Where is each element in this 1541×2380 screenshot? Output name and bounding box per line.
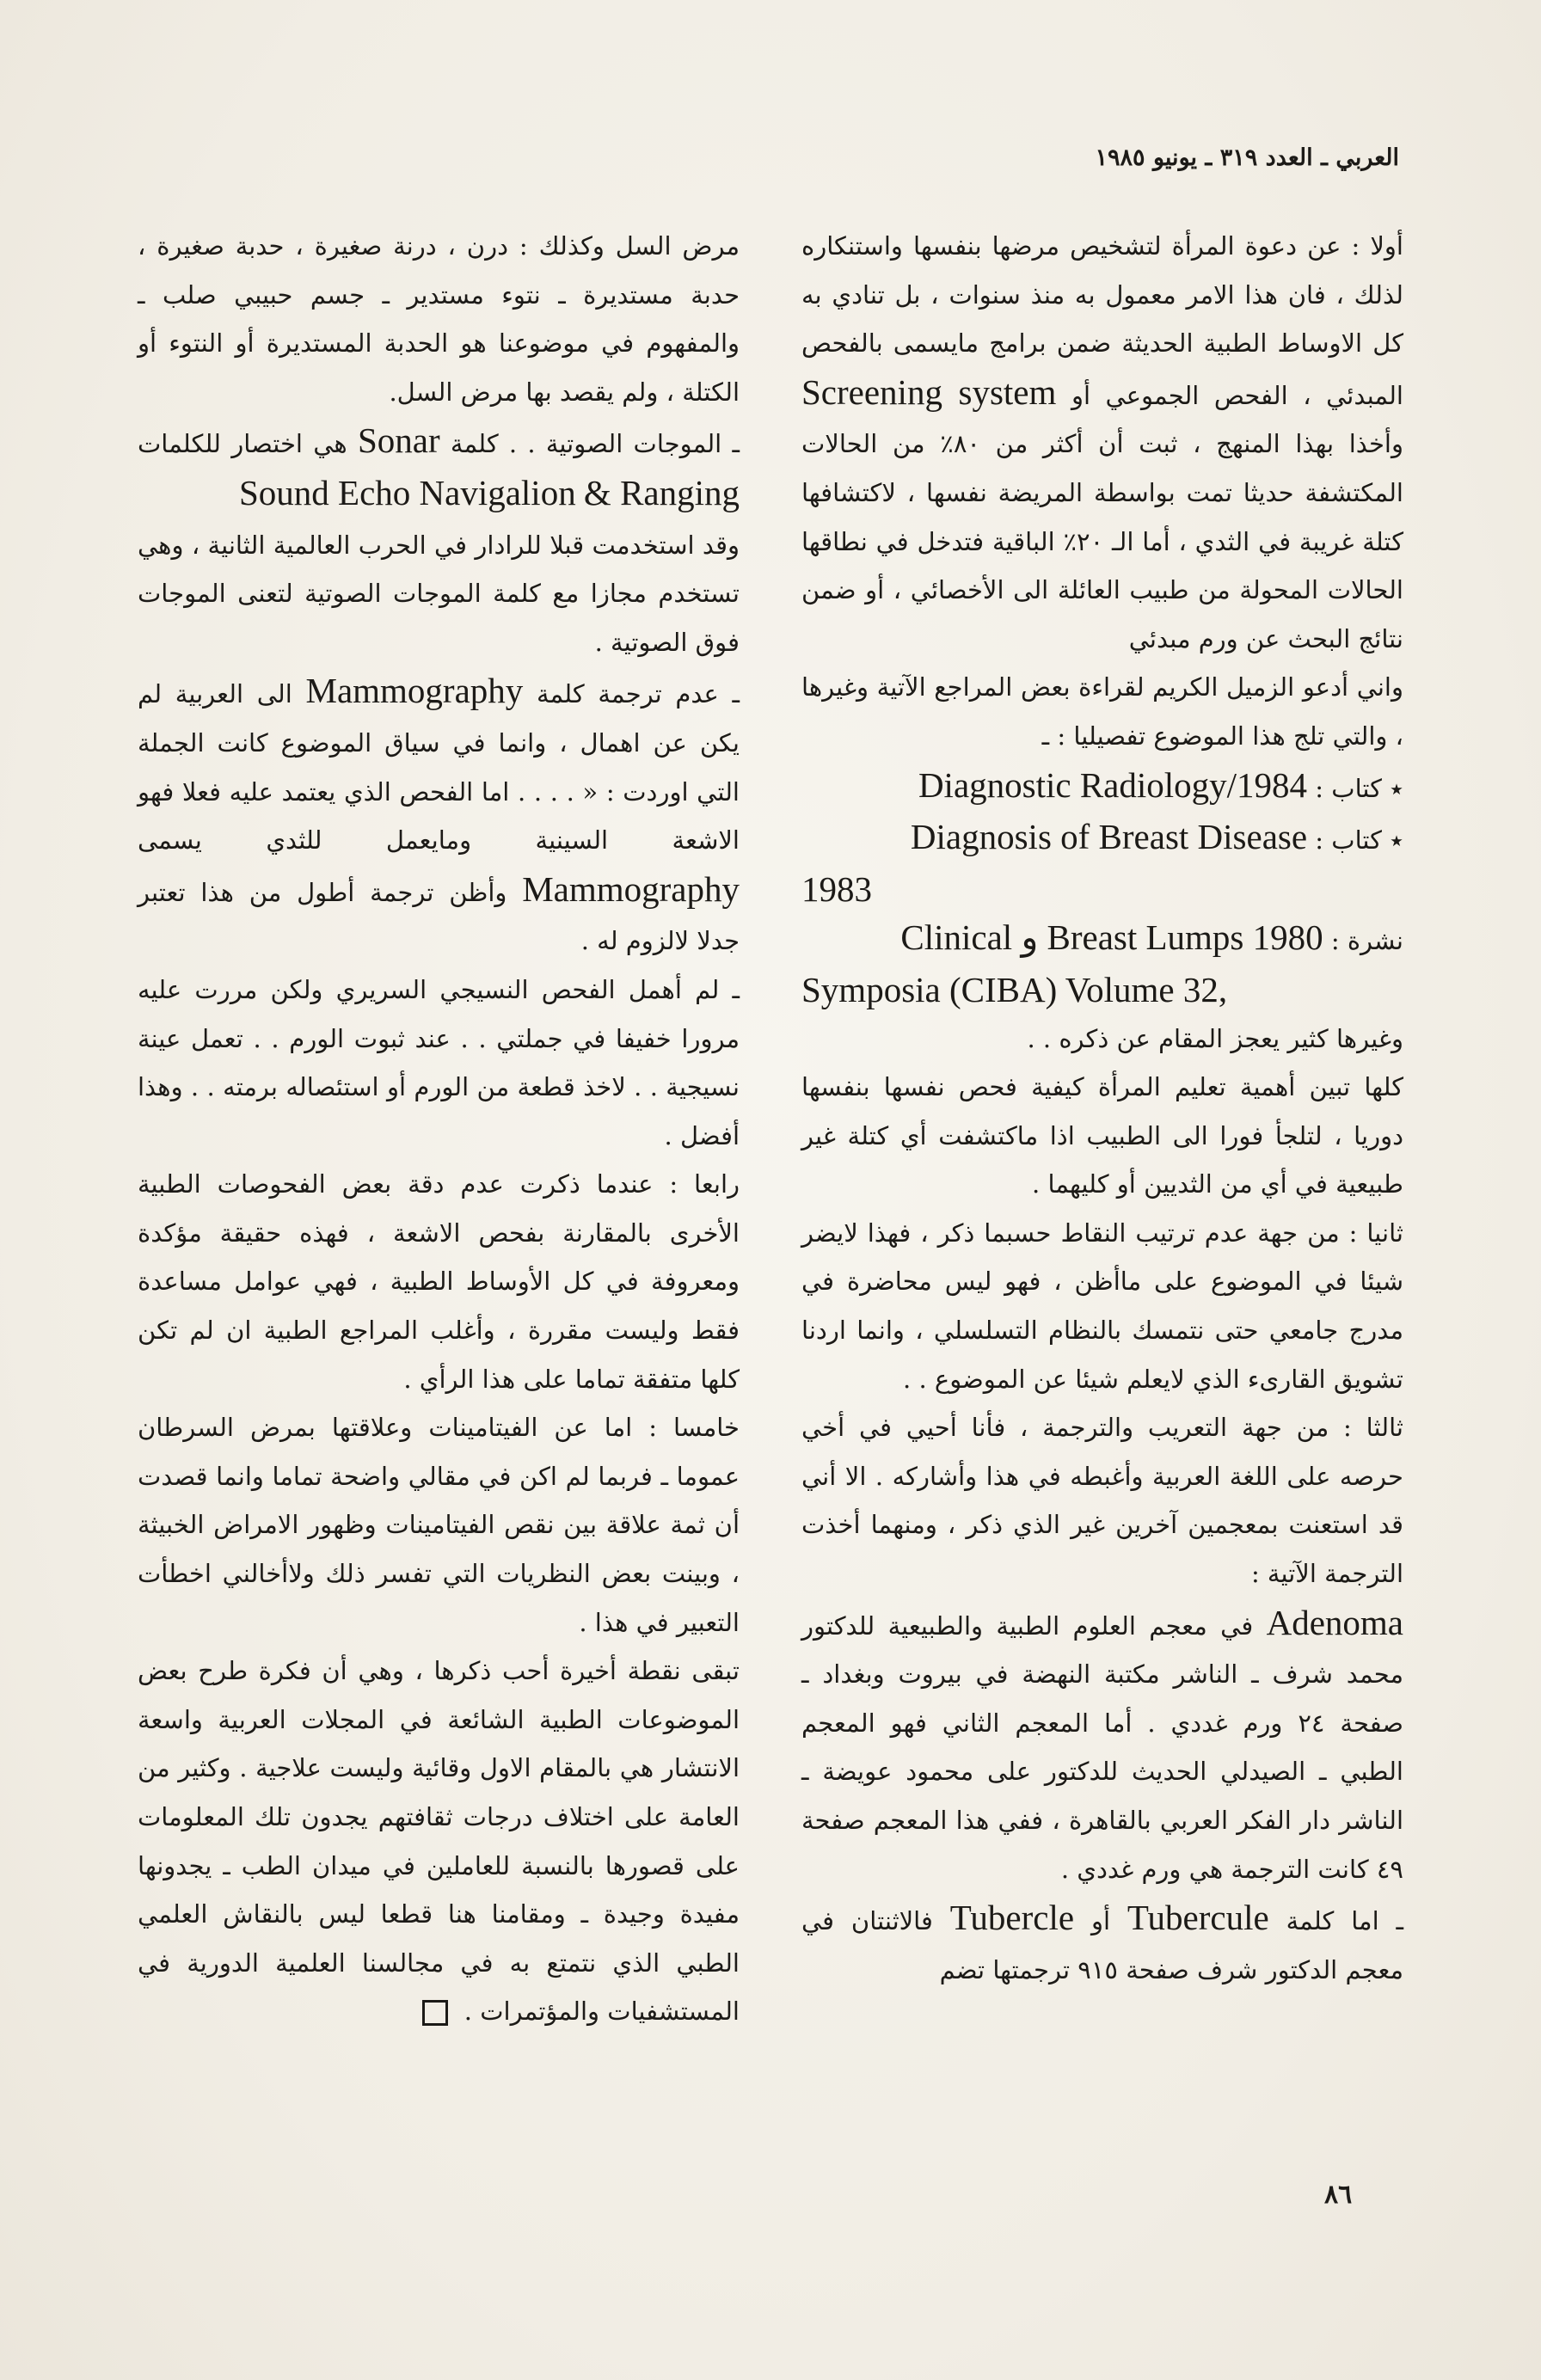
- text-sonar-b: هي اختصار للكلمات: [138, 429, 347, 459]
- text-tubercule-b: فالاثنتان في معجم الدكتور شرف صفحة ٩١٥ ترجمتها تضم: [801, 1906, 1403, 1984]
- end-of-article-square-icon: [422, 2000, 448, 2026]
- text-first-point-a: أولا : عن دعوة المرأة لتشخيص مرضها بنفسها واستنكاره لذلك ، فان هذا الامر معمول به منذ سنوات ، بل تنادي به كل الاوساط الطبية الحديثة ضمن برامج مايسمى بالفحص المبدئي ، الفحص الجموعي أو: [801, 231, 1403, 410]
- right-column: [801, 222, 1403, 1994]
- paragraph-third-point: ثالثا : من جهة التعريب والترجمة ، فأنا أحيي في أخي حرصه على اللغة العربية وأغبطه في هذا وأشاركه . الا أني قد استعنت بمعجمين آخرين غير الذي ذكر ، ومنهما أخذت الترجمة الآتية :: [801, 1413, 1403, 1589]
- latin-term-tubercle: Tubercle: [949, 1898, 1075, 1938]
- page-number: ٨٦: [1324, 2180, 1353, 2210]
- paragraph-adenoma: [801, 1598, 1403, 1894]
- paragraph-sonar: [138, 416, 740, 520]
- paragraph-references-intro: واني أدعو الزميل الكريم لقراءة بعض المراجع الآتية وغيرها ، والتي تلج هذا الموضوع تفصيليا : ـ: [801, 672, 1403, 751]
- text-tubercule-a: ـ اما كلمة: [1286, 1906, 1404, 1936]
- text-mammography-a: ـ عدم ترجمة كلمة: [536, 679, 740, 709]
- latin-term-sound-echo: Sound Echo Navigalion: [238, 472, 576, 512]
- latin-term-tubercule: Tubercule: [1127, 1898, 1269, 1938]
- latin-term-ranging: & Ranging: [583, 472, 740, 512]
- paragraph-first-point: [801, 222, 1403, 663]
- latin-term-mammography-1: Mammography: [305, 671, 524, 711]
- text-adenoma: في معجم العلوم الطبية والطبيعية للدكتور محمد شرف ـ الناشر مكتبة النهضة في بيروت وبغداد ـ صفحة ٢٤ ورم غددي . أما المعجم الثاني فهو المعجم الطبي ـ الصيدلي الحديث للدكتور على محمود عويضة ـ الناشر دار الفكر العربي بالقاهرة ، ففي هذا المعجم صفحة ٤٩ كانت الترجمة هي ورم غددي .: [801, 1610, 1403, 1884]
- text-mammography-b: الى العربية لم يكن عن اهمال ، وانما في سياق الموضوع كانت الجملة التي اوردت : « . . . . اما الفحص الذي يعتمد عليه فعلا فهو الاشعة السينية ومايعمل للثدي يسمى: [138, 679, 740, 856]
- reference-3-prefix: نشرة :: [1330, 926, 1403, 956]
- reference-1: [801, 761, 1403, 813]
- paragraph-fourth-point: رابعا : عندما ذكرت عدم دقة بعض الفحوصات الطبية الأخرى بالمقارنة بفحص الاشعة ، فهذه حقيقة مؤكدة ومعروفة في كل الأوساط الطبية ، فهي عوامل مساعدة فقط وليست مقررة ، وأغلب المراجع الطبية ان لم تكن كلها متفقة تماما على هذا الرأي .: [138, 1169, 740, 1394]
- paragraph-second-point: ثانيا : من جهة عدم ترتيب النقاط حسبما ذكر ، فهذا لايضر شيئا في الموضوع على ماأظن ، فهو ليس محاضرة في مدرج جامعي حتى نتمسك بالنظام التسلسلي ، وانما اردنا تشويق القارىء الذي لايعلم شيئا عن الموضوع . .: [801, 1218, 1403, 1394]
- reference-2-year: 1983: [801, 868, 872, 909]
- paragraph-tubercule: [801, 1893, 1403, 1994]
- latin-term-adenoma: Adenoma: [1266, 1602, 1403, 1642]
- reference-3-title-b: Symposia (CIBA) Volume 32,: [801, 969, 1228, 1009]
- reference-2: [801, 813, 1403, 913]
- text-first-point-b: وأخذا بهذا المنهج ، ثبت أن أكثر من ٨٠٪ من الحالات المكتشفة حديثا تمت بواسطة المريضة نفسها ، لاكتشافها كتلة غريبة في الثدي ، أما الـ ٢٠٪ الباقية فتدخل في نطاقها الحالات المحولة من طبيب العائلة الى الأخصائي ، أو ضمن نتائج البحث عن ورم مبدئي: [801, 429, 1403, 653]
- left-column: [138, 222, 740, 2036]
- reference-3-title-a: Clinical و Breast Lumps 1980: [900, 917, 1323, 958]
- paragraph-closing: [138, 1647, 740, 2036]
- latin-term-mammography-2: Mammography: [522, 868, 740, 909]
- reference-1-prefix: ٭ كتاب :: [1315, 773, 1403, 803]
- paragraph-mammography: [138, 666, 740, 966]
- reference-1-title: Diagnostic Radiology/1984: [918, 764, 1308, 805]
- text-sonar-a: ـ الموجات الصوتية . . كلمة: [450, 429, 740, 459]
- paragraph-tb-meanings: مرض السل وكذلك : درن ، درنة صغيرة ، حدبة صغيرة ، حدبة مستديرة ـ نتوء مستدير ـ جسم حبيبي صلب ـ والمفهوم في موضوعنا هو الحدبة المستديرة أو النتوء أو الكتلة ، ولم يقصد بها مرض السل.: [138, 231, 740, 407]
- running-head: العربي ـ العدد ٣١٩ ـ يونيو ١٩٨٥: [1095, 144, 1399, 171]
- paragraph-self-exam: كلها تبين أهمية تعليم المرأة كيفية فحص نفسها بنفسها دوريا ، لتلجأ فورا الى الطبيب اذا ماكتشفت أي كتلة غير طبيعية في أي من الثديين أو كليهما .: [801, 1072, 1403, 1199]
- latin-term-sonar: Sonar: [357, 420, 440, 461]
- text-or: أو: [1090, 1906, 1111, 1936]
- reference-2-title: Diagnosis of Breast Disease: [910, 817, 1308, 857]
- reference-3: [801, 913, 1403, 1014]
- paragraph-others: وغيرها كثير يعجز المقام عن ذكره . .: [1027, 1023, 1403, 1053]
- paragraph-fifth-point: خامسا : اما عن الفيتامينات وعلاقتها بمرض السرطان عموما ـ فربما لم اكن في مقالي واضحة تماما وانما قصدت أن ثمة علاقة بين نقص الفيتامينات وظهور الامراض الخبيثة ، وبينت بعض النظريات التي تفسر ذلك ولاأخالني اخطأت التعبير في هذا .: [138, 1413, 740, 1637]
- paragraph-biopsy: ـ لم أهمل الفحص النسيجي السريري ولكن مررت عليه مرورا خفيفا في جملتي . . عند ثبوت الورم . . تعمل عينة نسيجية . . لاخذ قطعة من الورم أو استئصاله برمته . . وهذا أفضل .: [138, 974, 740, 1150]
- paragraph-radar: وقد استخدمت قبلا للرادار في الحرب العالمية الثانية ، وهي تستخدم مجازا مع كلمة الموجات الصوتية لتعنى الموجات فوق الصوتية .: [138, 530, 740, 657]
- reference-2-prefix: ٭ كتاب :: [1315, 825, 1403, 856]
- text-closing: تبقى نقطة أخيرة أحب ذكرها ، وهي أن فكرة طرح بعض الموضوعات الطبية الشائعة في المجلات العربية واسعة الانتشار هي بالمقام الاول وقائية وليست علاجية . وكثير من العامة على اختلاف درجات ثقافتهم يجدون تلك المعلومات على قصورها بالنسبة للعاملين في ميدان الطب ـ يجدونها مفيدة وجيدة ـ ومقامنا هنا قطعا ليس بالنقاش العلمي الطبي الذي نتمتع به في مجالسنا العلمية الدورية في المستشفيات والمؤتمرات .: [138, 1656, 740, 2027]
- latin-term-screening: Screening system: [801, 371, 1057, 412]
- text-mammography-c: وأظن ترجمة أطول من هذا تعتبر جدلا لالزوم له .: [138, 877, 740, 956]
